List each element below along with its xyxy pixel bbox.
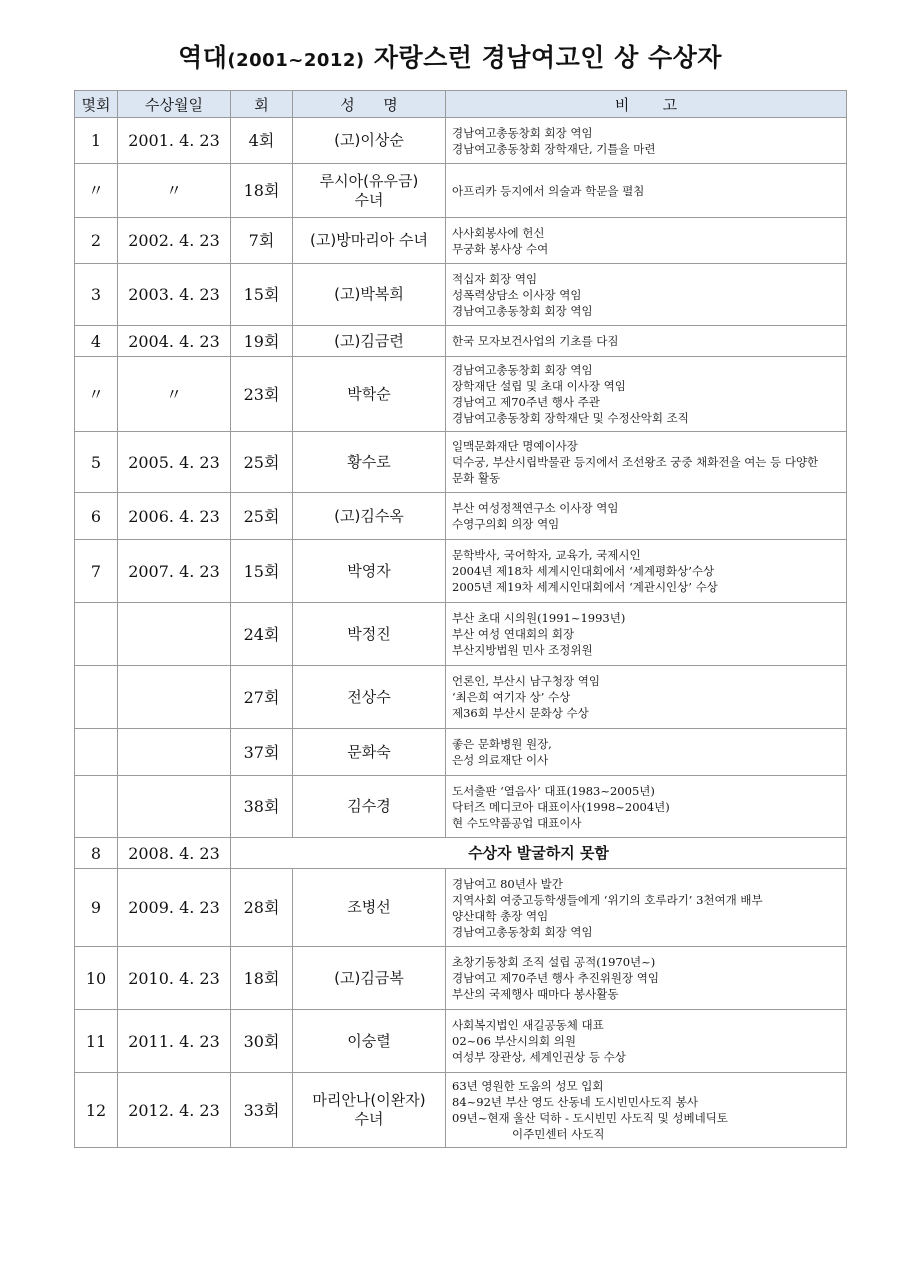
cell-date: 2011. 4. 23 [118,1010,231,1073]
note-line: 부산 여성 연대회의 회장 [452,627,575,641]
cell-name: 박학순 [293,357,446,432]
note-line: 경남여고 제70주년 행사 추진위원장 역임 [452,971,659,985]
header-class: 회 [231,91,293,118]
cell-date: 2010. 4. 23 [118,947,231,1010]
cell-num: 10 [75,947,118,1010]
note-line: 경남여고총동창회 회장 역임 [452,303,593,318]
note-line: 은성 의료재단 이사 [452,753,549,767]
note-line: 사회복지법인 새길공동체 대표 [452,1018,604,1032]
cell-class: 7회 [231,218,293,264]
cell-note [446,540,847,603]
cell-name: (고)방마리아 수녀 [293,218,446,264]
table-row [75,357,847,432]
note-line: 양산대학 총장 역임 [452,908,549,923]
table-row [75,493,847,540]
cell-class: 33회 [231,1073,293,1148]
cell-name: (고)김금복 [293,947,446,1010]
cell-num: 5 [75,432,118,493]
name-line: 수녀 [354,1110,384,1128]
note-line: 부산 초대 시의원(1991~1993년) [452,611,626,625]
cell-date [118,729,231,776]
cell-date: 〃 [118,164,231,218]
cell-name: (고)이상순 [293,118,446,164]
title-prefix: 역대 [178,43,228,72]
cell-note [446,1073,847,1148]
cell-num: 4 [75,326,118,357]
note-line: 문학박사, 국어학자, 교육가, 국제시인 [452,548,641,562]
header-date: 수상월일 [118,91,231,118]
note-line: 문화 활동 [452,471,501,485]
note-line: 경남여고 제70주년 행사 주관 [452,395,600,409]
cell-date: 2001. 4. 23 [118,118,231,164]
header-name: 성 명 [293,91,446,118]
table-row [75,264,847,326]
name-line: 마리안나(이완자) [312,1091,426,1109]
cell-note [446,118,847,164]
note-line: 닥터즈 메디코아 대표이사(1998~2004년) [452,799,670,814]
table-row [75,164,847,218]
table-row [75,776,847,838]
cell-class: 30회 [231,1010,293,1073]
cell-date: 〃 [118,357,231,432]
name-line: 루시아(유우금) [319,171,419,190]
note-line: 2004년 제18차 세계시인대회에서 ‘세계평화상’수상 [452,564,715,578]
cell-note [446,432,847,493]
table-row [75,218,847,264]
cell-name: (고)김수옥 [293,493,446,540]
table-row [75,540,847,603]
cell-num: 9 [75,869,118,947]
cell-name: (고)김금련 [293,326,446,357]
note-line: 현 수도약품공업 대표이사 [452,815,582,830]
cell-num: 3 [75,264,118,326]
note-line: 한국 모자보건사업의 기초를 다짐 [452,334,619,348]
cell-note [446,164,847,218]
cell-note [446,603,847,666]
note-line: 02~06 부산시의회 의원 [452,1034,576,1048]
cell-date: 2004. 4. 23 [118,326,231,357]
cell-class: 18회 [231,164,293,218]
note-line: 경남여고총동창회 회장 역임 [452,924,593,939]
cell-num: 8 [75,838,118,869]
cell-date: 2003. 4. 23 [118,264,231,326]
note-line: 적십자 회장 역임 [452,271,538,286]
note-line: 부산 여성정책연구소 이사장 역임 [452,501,619,515]
note-line: 도서출판 ‘열음사’ 대표(1983~2005년) [452,783,655,798]
cell-num: 11 [75,1010,118,1073]
page-title [0,38,900,74]
cell-date: 2006. 4. 23 [118,493,231,540]
cell-class: 23회 [231,357,293,432]
cell-class: 18회 [231,947,293,1010]
title-suffix: 자랑스런 경남여고인 상 수상자 [364,43,722,72]
cell-date: 2005. 4. 23 [118,432,231,493]
cell-num [75,729,118,776]
cell-class: 15회 [231,264,293,326]
note-line: 09년~현재 울산 덕하 - 도시빈민 사도직 및 성베네딕토 [452,1111,728,1125]
cell-date [118,603,231,666]
note-line: 부산의 국제행사 때마다 봉사활동 [452,987,619,1001]
note-line: 성폭력상담소 이사장 역임 [452,287,582,302]
cell-note [446,493,847,540]
cell-note [446,1010,847,1073]
cell-class: 37회 [231,729,293,776]
cell-date: 2012. 4. 23 [118,1073,231,1148]
note-line: 경남여고 80년사 발간 [452,876,563,891]
cell-date: 2009. 4. 23 [118,869,231,947]
cell-class: 25회 [231,493,293,540]
table-row [75,838,847,869]
cell-num: 〃 [75,357,118,432]
cell-note [446,729,847,776]
table-row [75,729,847,776]
note-line: 사사회봉사에 헌신 [452,225,545,240]
note-line: 아프리카 등지에서 의술과 학문을 펼침 [452,183,645,198]
note-line: 덕수궁, 부산시립박물관 등지에서 조선왕조 궁중 채화전을 여는 등 다양한 [452,455,819,469]
cell-name: 김수경 [293,776,446,838]
note-line: 일맥문화재단 명예이사장 [452,439,578,453]
cell-class: 27회 [231,666,293,729]
cell-num: 2 [75,218,118,264]
cell-note [446,776,847,838]
cell-class: 15회 [231,540,293,603]
cell-class: 38회 [231,776,293,838]
table-row [75,666,847,729]
note-line: 이주민센터 사도직 [512,1127,605,1141]
note-line: 언론인, 부산시 남구청장 역임 [452,674,600,688]
cell-num [75,776,118,838]
note-line: 장학재단 설립 및 초대 이사장 역임 [452,379,626,393]
note-line: 경남여고총동창회 장학재단 및 수정산악회 조직 [452,411,689,425]
cell-name: 이숭렬 [293,1010,446,1073]
note-line: 수영구의회 의장 역임 [452,517,560,531]
cell-name: 전상수 [293,666,446,729]
cell-name: 문화숙 [293,729,446,776]
cell-name: (고)박복희 [293,264,446,326]
cell-note [446,666,847,729]
cell-name: 박정진 [293,603,446,666]
table-row [75,603,847,666]
title-years: (2001~2012) [227,50,365,71]
table-header-row [75,91,847,118]
cell-num: 1 [75,118,118,164]
note-line: 63년 영원한 도움의 성모 입회 [452,1079,604,1093]
cell-num: 6 [75,493,118,540]
note-line: 84~92년 부산 영도 산동네 도시빈민사도직 봉사 [452,1095,699,1109]
table-row [75,1010,847,1073]
cell-note [446,264,847,326]
cell-date [118,776,231,838]
cell-date: 2008. 4. 23 [118,838,231,869]
note-line: 좋은 문화병원 원장, [452,737,552,751]
cell-class: 25회 [231,432,293,493]
table-row [75,947,847,1010]
note-line: 지역사회 여중고등학생들에게 ‘위기의 호루라기’ 3천여개 배부 [452,892,763,907]
note-line: 2005년 제19차 세계시인대회에서 ‘계관시인상’ 수상 [452,580,718,594]
cell-class: 4회 [231,118,293,164]
no-awardee-message: 수상자 발굴하지 못함 [231,838,847,869]
cell-num: 7 [75,540,118,603]
cell-note [446,218,847,264]
note-line: 경남여고총동창회 회장 역임 [452,125,593,140]
cell-num [75,666,118,729]
cell-note [446,869,847,947]
table-row [75,869,847,947]
note-line: 경남여고총동창회 장학재단, 기틀을 마련 [452,141,656,156]
cell-note [446,357,847,432]
cell-name: 조병선 [293,869,446,947]
note-line: ‘최은희 여기자 상’ 수상 [452,690,571,704]
table-row [75,326,847,357]
note-line: 초창기동창회 조직 설립 공적(1970년~) [452,955,656,969]
note-line: 부산지방법원 민사 조정위원 [452,643,593,657]
cell-note [446,947,847,1010]
note-line: 제36회 부산시 문화상 수상 [452,706,589,720]
cell-note [446,326,847,357]
table-row [75,118,847,164]
cell-date: 2007. 4. 23 [118,540,231,603]
cell-class: 24회 [231,603,293,666]
cell-date: 2002. 4. 23 [118,218,231,264]
cell-name [293,1073,446,1148]
cell-num: 12 [75,1073,118,1148]
cell-name [293,164,446,218]
cell-class: 19회 [231,326,293,357]
note-line: 여성부 장관상, 세계인권상 등 수상 [452,1050,626,1064]
table-row [75,1073,847,1148]
cell-date [118,666,231,729]
cell-name: 박영자 [293,540,446,603]
cell-class: 28회 [231,869,293,947]
cell-num [75,603,118,666]
name-line: 수녀 [354,190,384,209]
cell-num: 〃 [75,164,118,218]
cell-name: 황수로 [293,432,446,493]
header-note: 비 고 [446,91,847,118]
note-line: 무궁화 봉사상 수여 [452,241,549,256]
note-line: 경남여고총동창회 회장 역임 [452,363,593,377]
header-num: 몇회 [75,91,118,118]
awardees-table [74,90,847,1148]
table-row [75,432,847,493]
